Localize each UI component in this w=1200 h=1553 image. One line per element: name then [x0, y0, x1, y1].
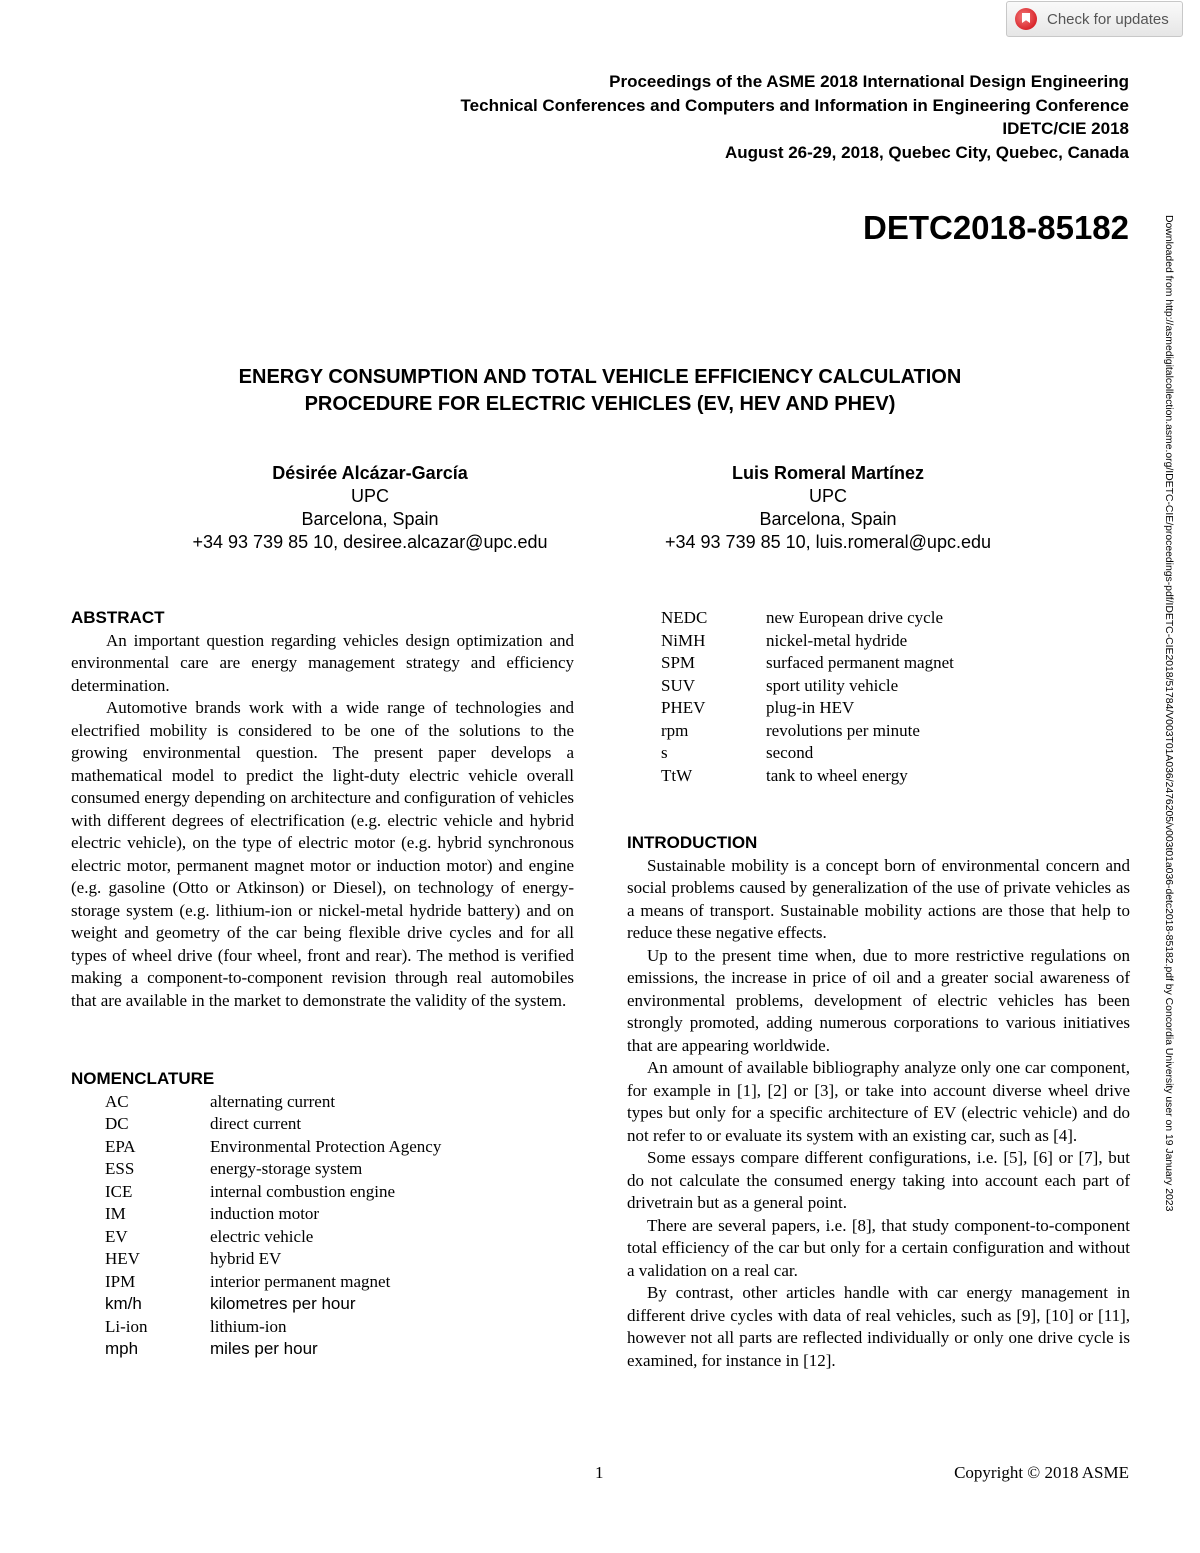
nomenclature-abbr: HEV [105, 1249, 140, 1268]
proceedings-line: August 26-29, 2018, Quebec City, Quebec, Canada [724, 142, 1129, 162]
nomenclature-row [627, 720, 954, 743]
nomenclature-abbr: AC [105, 1091, 129, 1111]
nomenclature-row [71, 1338, 441, 1361]
nomenclature-abbr: ICE [105, 1181, 133, 1201]
author-block [598, 462, 1058, 554]
right-column [627, 607, 1130, 1372]
proceedings-line: IDETC/CIE 2018 [1002, 119, 1129, 138]
nomenclature-row [71, 1203, 441, 1226]
introduction-paragraph: There are several papers, i.e. [8], that study component-to-component total efficiency of the car but only for a certain configuration and without a validation on a real car. [627, 1215, 1130, 1280]
section-spacer [627, 787, 1130, 832]
nomenclature-row [71, 1113, 441, 1136]
author-block [140, 462, 600, 554]
nomenclature-desc: Environmental Protection Agency [210, 1136, 442, 1156]
introduction-paragraph: Up to the present time when, due to more restrictive regulations on emissions, the increase in price of oil and a greater social awareness of environmental problems, development of electric vehicles has been strongly promoted, adding numerous corporations to various initiatives that are appearing worldwide. [627, 945, 1130, 1055]
nomenclature-desc: internal combustion engine [210, 1181, 396, 1201]
nomenclature-abbr: IM [105, 1204, 126, 1223]
introduction-paragraph: By contrast, other articles handle with car energy management in different drive cycles with data of real vehicles, such as [9], [10] or [11], however not all parts are reflected individually or only one drive cycle is examined, for instance in [12]. [627, 1283, 1130, 1370]
nomenclature-desc: energy-storage system [210, 1159, 363, 1178]
nomenclature-desc: sport utility vehicle [766, 675, 899, 695]
nomenclature-desc: lithium-ion [210, 1316, 287, 1336]
proceedings-line: Proceedings of the ASME 2018 International Design Engineering [609, 72, 1129, 91]
author-contact: +34 93 739 85 10, desiree.alcazar@upc.edu [192, 532, 548, 552]
nomenclature-row [627, 607, 954, 630]
author-location: Barcelona, Spain [301, 509, 439, 529]
nomenclature-abbr: rpm [661, 720, 689, 740]
nomenclature-abbr: SPM [661, 653, 696, 672]
copyright-notice: Copyright © 2018 ASME [954, 1463, 1129, 1482]
nomenclature-abbr: ESS [105, 1159, 135, 1178]
page-number: 1 [595, 1463, 604, 1482]
download-watermark [1161, 215, 1175, 1345]
abstract-paragraph: An important question regarding vehicles design optimization and environmental care are energy management strategy and efficiency determination. [71, 630, 574, 695]
nomenclature-row [71, 1091, 441, 1114]
title-line: PROCEDURE FOR ELECTRIC VEHICLES (EV, HEV AND PHEV) [304, 393, 896, 415]
check-for-updates-label: Check for updates [1047, 10, 1169, 28]
nomenclature-row [627, 652, 954, 675]
nomenclature-row [627, 765, 954, 788]
nomenclature-desc: direct current [210, 1114, 302, 1133]
nomenclature-abbr: NiMH [661, 630, 706, 650]
nomenclature-row [71, 1136, 441, 1159]
abstract-heading: ABSTRACT [71, 608, 165, 627]
left-column [71, 607, 574, 1361]
title-line: ENERGY CONSUMPTION AND TOTAL VEHICLE EFFICIENCY CALCULATION [238, 366, 962, 388]
nomenclature-row [71, 1181, 441, 1204]
nomenclature-desc: induction motor [210, 1204, 320, 1223]
introduction-heading: INTRODUCTION [627, 833, 758, 852]
download-watermark-text: Downloaded from http://asmedigitalcollection.asme.org/IDETC-CIE/proceedings-pdf/IDETC-CIE2018/51784/V003T01A036/2476205/v003t01a036-detc2018-85182.pdf by Concordia University user on 19 January 2023 [1163, 215, 1174, 1212]
author-location: Barcelona, Spain [759, 509, 897, 529]
abstract-paragraph: Automotive brands work with a wide range of technologies and electrified mobility is considered to be one of the solutions to the growing environmental question. The present paper develops a mathematical model to predict the light-duty electric vehicle overall consumed energy depending on architecture and configuration of vehicles with different degrees of electrification (e.g. electric vehicle and hybrid electric vehicle), on the type of electric motor (e.g. hybrid synchronous electric motor, permanent magnet motor or induction motor) and engine (e.g. gasoline (Otto or Atkinson) or Diesel), on technology of energy-storage system (e.g. lithium-ion or nickel-metal hydride battery) and on weight and geometry of the car being flexible drive cycles and for all types of wheel drive (four wheel, front and rear). The method is verified making a component-to-component revision through real automobiles that are available in the market to demonstrate the validity of the system. [71, 698, 574, 1010]
author-affiliation: UPC [350, 486, 389, 506]
nomenclature-abbr: mph [105, 1339, 139, 1358]
nomenclature-desc: second [766, 743, 814, 762]
nomenclature-desc: plug-in HEV [766, 698, 855, 717]
nomenclature-abbr: EPA [105, 1136, 136, 1156]
nomenclature-desc: miles per hour [210, 1339, 318, 1358]
nomenclature-row [71, 1158, 441, 1181]
nomenclature-abbr: NEDC [661, 608, 708, 627]
nomenclature-abbr: s [661, 743, 668, 762]
nomenclature-desc: tank to wheel energy [766, 765, 908, 785]
nomenclature-row [627, 742, 954, 765]
nomenclature-table-continued [627, 607, 954, 787]
proceedings-header [461, 70, 1129, 164]
nomenclature-abbr: Li-ion [105, 1316, 148, 1336]
nomenclature-row [627, 697, 954, 720]
author-name: Luis Romeral Martínez [731, 463, 925, 483]
author-contact: +34 93 739 85 10, luis.romeral@upc.edu [665, 532, 991, 552]
nomenclature-heading: NOMENCLATURE [71, 1069, 215, 1088]
check-for-updates-button[interactable] [1006, 1, 1183, 37]
nomenclature-abbr: IPM [105, 1271, 136, 1291]
paper-title [0, 364, 1200, 418]
nomenclature-table [71, 1091, 441, 1361]
nomenclature-row [71, 1248, 441, 1271]
bookmark-icon [1015, 8, 1037, 30]
paper-id: DETC2018-85182 [863, 209, 1129, 246]
author-name: Désirée Alcázar-García [272, 463, 468, 483]
nomenclature-desc: new European drive cycle [766, 608, 943, 627]
nomenclature-row [627, 630, 954, 653]
nomenclature-row [627, 675, 954, 698]
nomenclature-row [71, 1316, 441, 1339]
nomenclature-abbr: TtW [661, 765, 693, 785]
nomenclature-abbr: SUV [661, 675, 696, 695]
proceedings-line: Technical Conferences and Computers and Information in Engineering Conference [460, 95, 1129, 115]
nomenclature-row [71, 1293, 441, 1316]
introduction-paragraph: Sustainable mobility is a concept born of environmental concern and social problems caused by generalization of the use of private vehicles as a means of transport. Sustainable mobility actions are those that help to reduce these negative effects. [627, 855, 1130, 942]
introduction-paragraph: An amount of available bibliography analyze only one car component, for example in [1], [2] or [3], or take into account diverse wheel drive types but only for a specific architecture of EV (electric vehicle) and do not refer to or evaluate its system with an existing car, such as [4]. [627, 1058, 1130, 1145]
section-spacer [71, 1012, 574, 1068]
nomenclature-abbr: DC [105, 1114, 129, 1133]
nomenclature-desc: surfaced permanent magnet [766, 653, 954, 672]
nomenclature-desc: alternating current [210, 1091, 336, 1111]
nomenclature-desc: nickel-metal hydride [766, 630, 908, 650]
nomenclature-desc: hybrid EV [210, 1249, 282, 1268]
nomenclature-row [71, 1226, 441, 1249]
author-affiliation: UPC [808, 486, 847, 506]
nomenclature-desc: kilometres per hour [210, 1294, 356, 1313]
nomenclature-desc: revolutions per minute [766, 720, 920, 740]
nomenclature-abbr: EV [105, 1226, 128, 1246]
introduction-paragraph: Some essays compare different configurations, i.e. [5], [6] or [7], but do not calculate the consumed energy taking into account each part of drivetrain but as a general point. [627, 1148, 1130, 1212]
nomenclature-row [71, 1271, 441, 1294]
nomenclature-desc: electric vehicle [210, 1226, 314, 1246]
nomenclature-abbr: PHEV [661, 698, 706, 717]
nomenclature-desc: interior permanent magnet [210, 1271, 391, 1291]
nomenclature-abbr: km/h [105, 1294, 142, 1313]
